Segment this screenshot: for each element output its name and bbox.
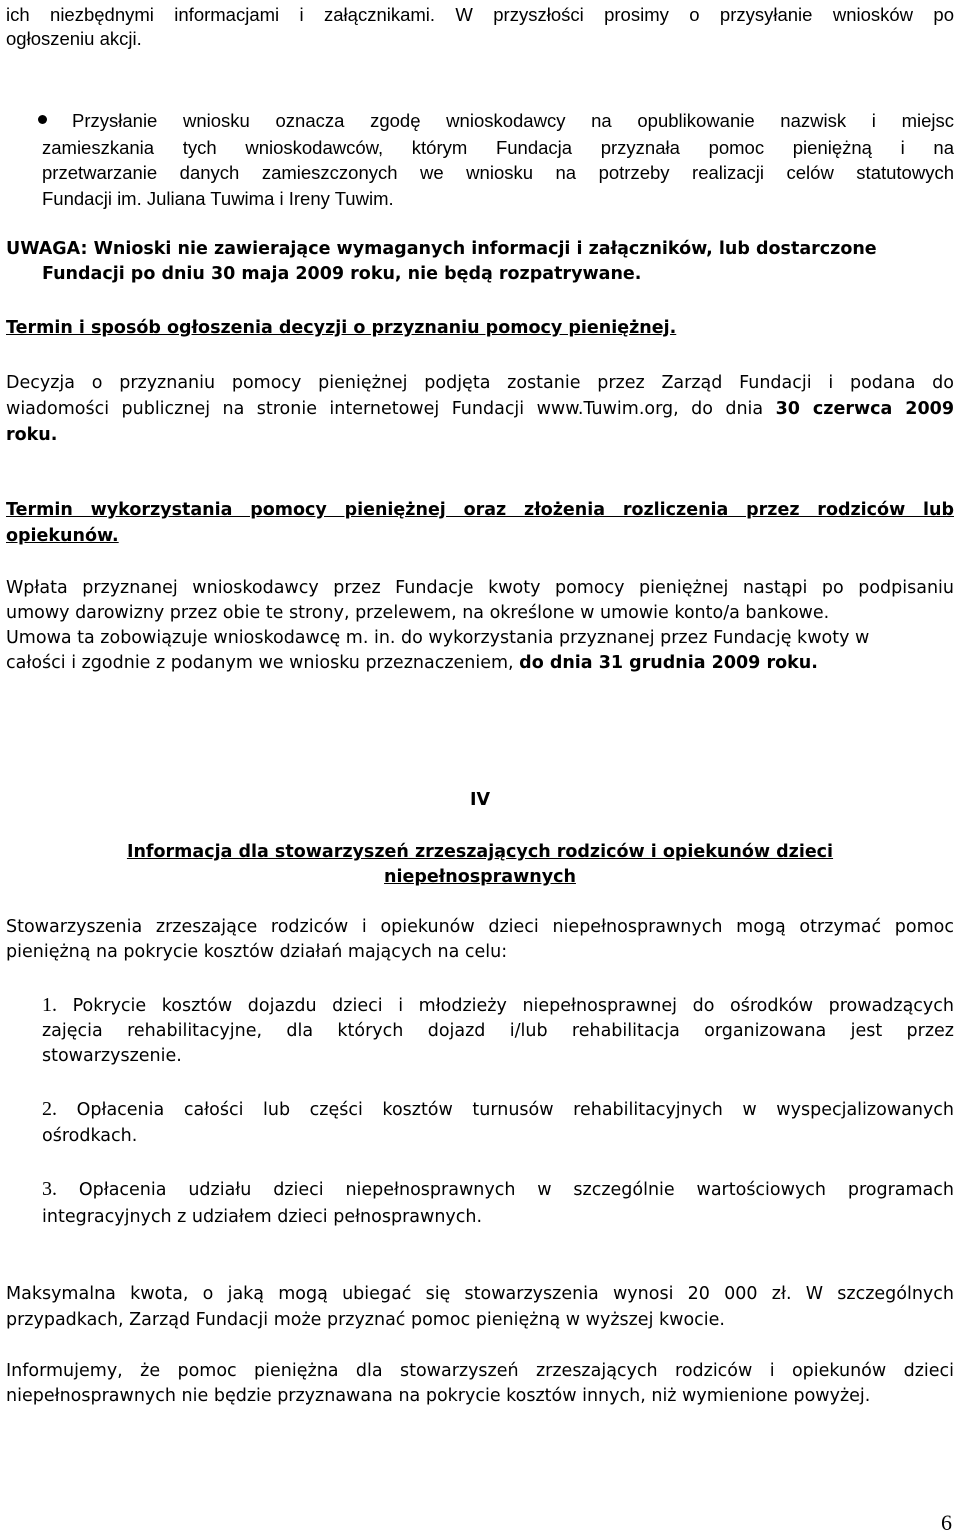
bullet-para-line-3: przetwarzanie danych zamieszczonych we wniosku na potrzeby realizacji celów statutowych xyxy=(42,162,954,183)
usage-para-line-1: Wpłata przyznanej wnioskodawcy przez Fundacje kwoty pomocy pieniężnej nastąpi po podpisaniu xyxy=(6,578,954,598)
usage-heading-line-2: opiekunów. xyxy=(6,526,119,546)
list-item-2-line-1 xyxy=(42,1097,954,1122)
intro-line-2: ogłoszeniu akcji. xyxy=(6,28,142,49)
usage-para-line-4 xyxy=(6,651,954,675)
intro-line-1: ich niezbędnymi informacjami i załącznikami. W przyszłości prosimy o przysyłanie wniosków po xyxy=(6,4,954,25)
list-item-3-text: Opłacenia udziału dzieci niepełnosprawnych w szczególnie wartościowych programach xyxy=(78,1180,954,1200)
decision-para-line-1: Decyzja o przyznaniu pomocy pieniężnej podjęta zostanie przez Zarząd Fundacji i podana do xyxy=(6,373,954,393)
list-item-2-line-2: ośrodkach. xyxy=(42,1126,138,1146)
list-item-1-line-1 xyxy=(42,993,954,1018)
usage-para-line-2: umowy darowizny przez obie te strony, przelewem, na określone w umowie konto/a bankowe. xyxy=(6,603,830,623)
info-para-line-1: Informujemy, że pomoc pieniężna dla stowarzyszeń zrzeszających rodziców i opiekunów dzieci xyxy=(6,1361,954,1381)
page-number: 6 xyxy=(941,1510,952,1535)
decision-para-line-2 xyxy=(6,397,954,421)
decision-para-line-2-text: wiadomości publicznej na stronie internetowej Fundacji www.Tuwim.org, do dnia xyxy=(6,399,776,419)
list-item-1-line-2: zajęcia rehabilitacyjne, dla których dojazd i/lub rehabilitacja organizowana jest przez xyxy=(42,1021,954,1041)
list-item-3-line-2: integracyjnych z udziałem dzieci pełnosprawnych. xyxy=(42,1207,483,1227)
decision-heading: Termin i sposób ogłoszenia decyzji o przyznaniu pomocy pieniężnej. xyxy=(6,318,677,338)
usage-heading-line-1: Termin wykorzystania pomocy pieniężnej oraz złożenia rozliczenia przez rodziców lub xyxy=(6,500,954,520)
list-item-2-text: Opłacenia całości lub części kosztów turnusów rehabilitacyjnych w wyspecjalizowanych xyxy=(76,1100,954,1120)
decision-para-line-3: roku. xyxy=(6,425,58,445)
assoc-para-line-2: pieniężną na pokrycie kosztów działań mających na celu: xyxy=(6,942,508,962)
usage-para-line-4-text: całości i zgodnie z podanym we wniosku przeznaczeniem, xyxy=(6,653,520,673)
list-item-2-number: 2. xyxy=(42,1098,57,1120)
usage-deadline: do dnia 31 grudnia 2009 roku. xyxy=(519,653,818,673)
warning-line-2: Fundacji po dniu 30 maja 2009 roku, nie będą rozpatrywane. xyxy=(42,264,642,284)
section-title-line-2: niepełnosprawnych xyxy=(384,867,576,887)
list-item-3-number: 3. xyxy=(42,1178,57,1200)
section-roman-numeral: IV xyxy=(469,790,491,810)
info-para-line-2: niepełnosprawnych nie będzie przyznawana na pokrycie kosztów innych, niż wymienione powyżej. xyxy=(6,1386,871,1406)
assoc-para-line-1: Stowarzyszenia zrzeszające rodziców i opiekunów dzieci niepełnosprawnych mogą otrzymać pomoc xyxy=(6,917,954,937)
list-item-1-number: 1. xyxy=(42,994,57,1016)
list-item-3-line-1 xyxy=(42,1177,954,1202)
bullet-para-line-1: Przysłanie wniosku oznacza zgodę wnioskodawcy na opublikowanie nazwisk i miejsc xyxy=(72,110,954,131)
warning-line-1: UWAGA: Wnioski nie zawierające wymaganych informacji i załączników, lub dostarczone xyxy=(6,239,877,259)
bullet-icon xyxy=(38,115,47,124)
list-item-1-line-3: stowarzyszenie. xyxy=(42,1046,182,1066)
section-title-line-1: Informacja dla stowarzyszeń zrzeszających rodziców i opiekunów dzieci xyxy=(126,842,834,862)
max-para-line-2: przypadkach, Zarząd Fundacji może przyznać pomoc pieniężną w wyższej kwocie. xyxy=(6,1310,725,1330)
decision-date: 30 czerwca 2009 xyxy=(775,399,954,419)
list-item-1-text: Pokrycie kosztów dojazdu dzieci i młodzieży niepełnosprawnej do ośrodków prowadzących xyxy=(72,996,954,1016)
bullet-para-line-4: Fundacji im. Juliana Tuwima i Ireny Tuwim. xyxy=(42,188,394,209)
bullet-para-line-2: zamieszkania tych wnioskodawców, którym Fundacja przyznała pomoc pieniężną i na xyxy=(42,137,954,158)
usage-para-line-3: Umowa ta zobowiązuje wnioskodawcę m. in. do wykorzystania przyznanej przez Fundację kwoty w xyxy=(6,628,870,648)
max-para-line-1: Maksymalna kwota, o jaką mogą ubiegać się stowarzyszenia wynosi 20 000 zł. W szczególnych xyxy=(6,1284,954,1304)
